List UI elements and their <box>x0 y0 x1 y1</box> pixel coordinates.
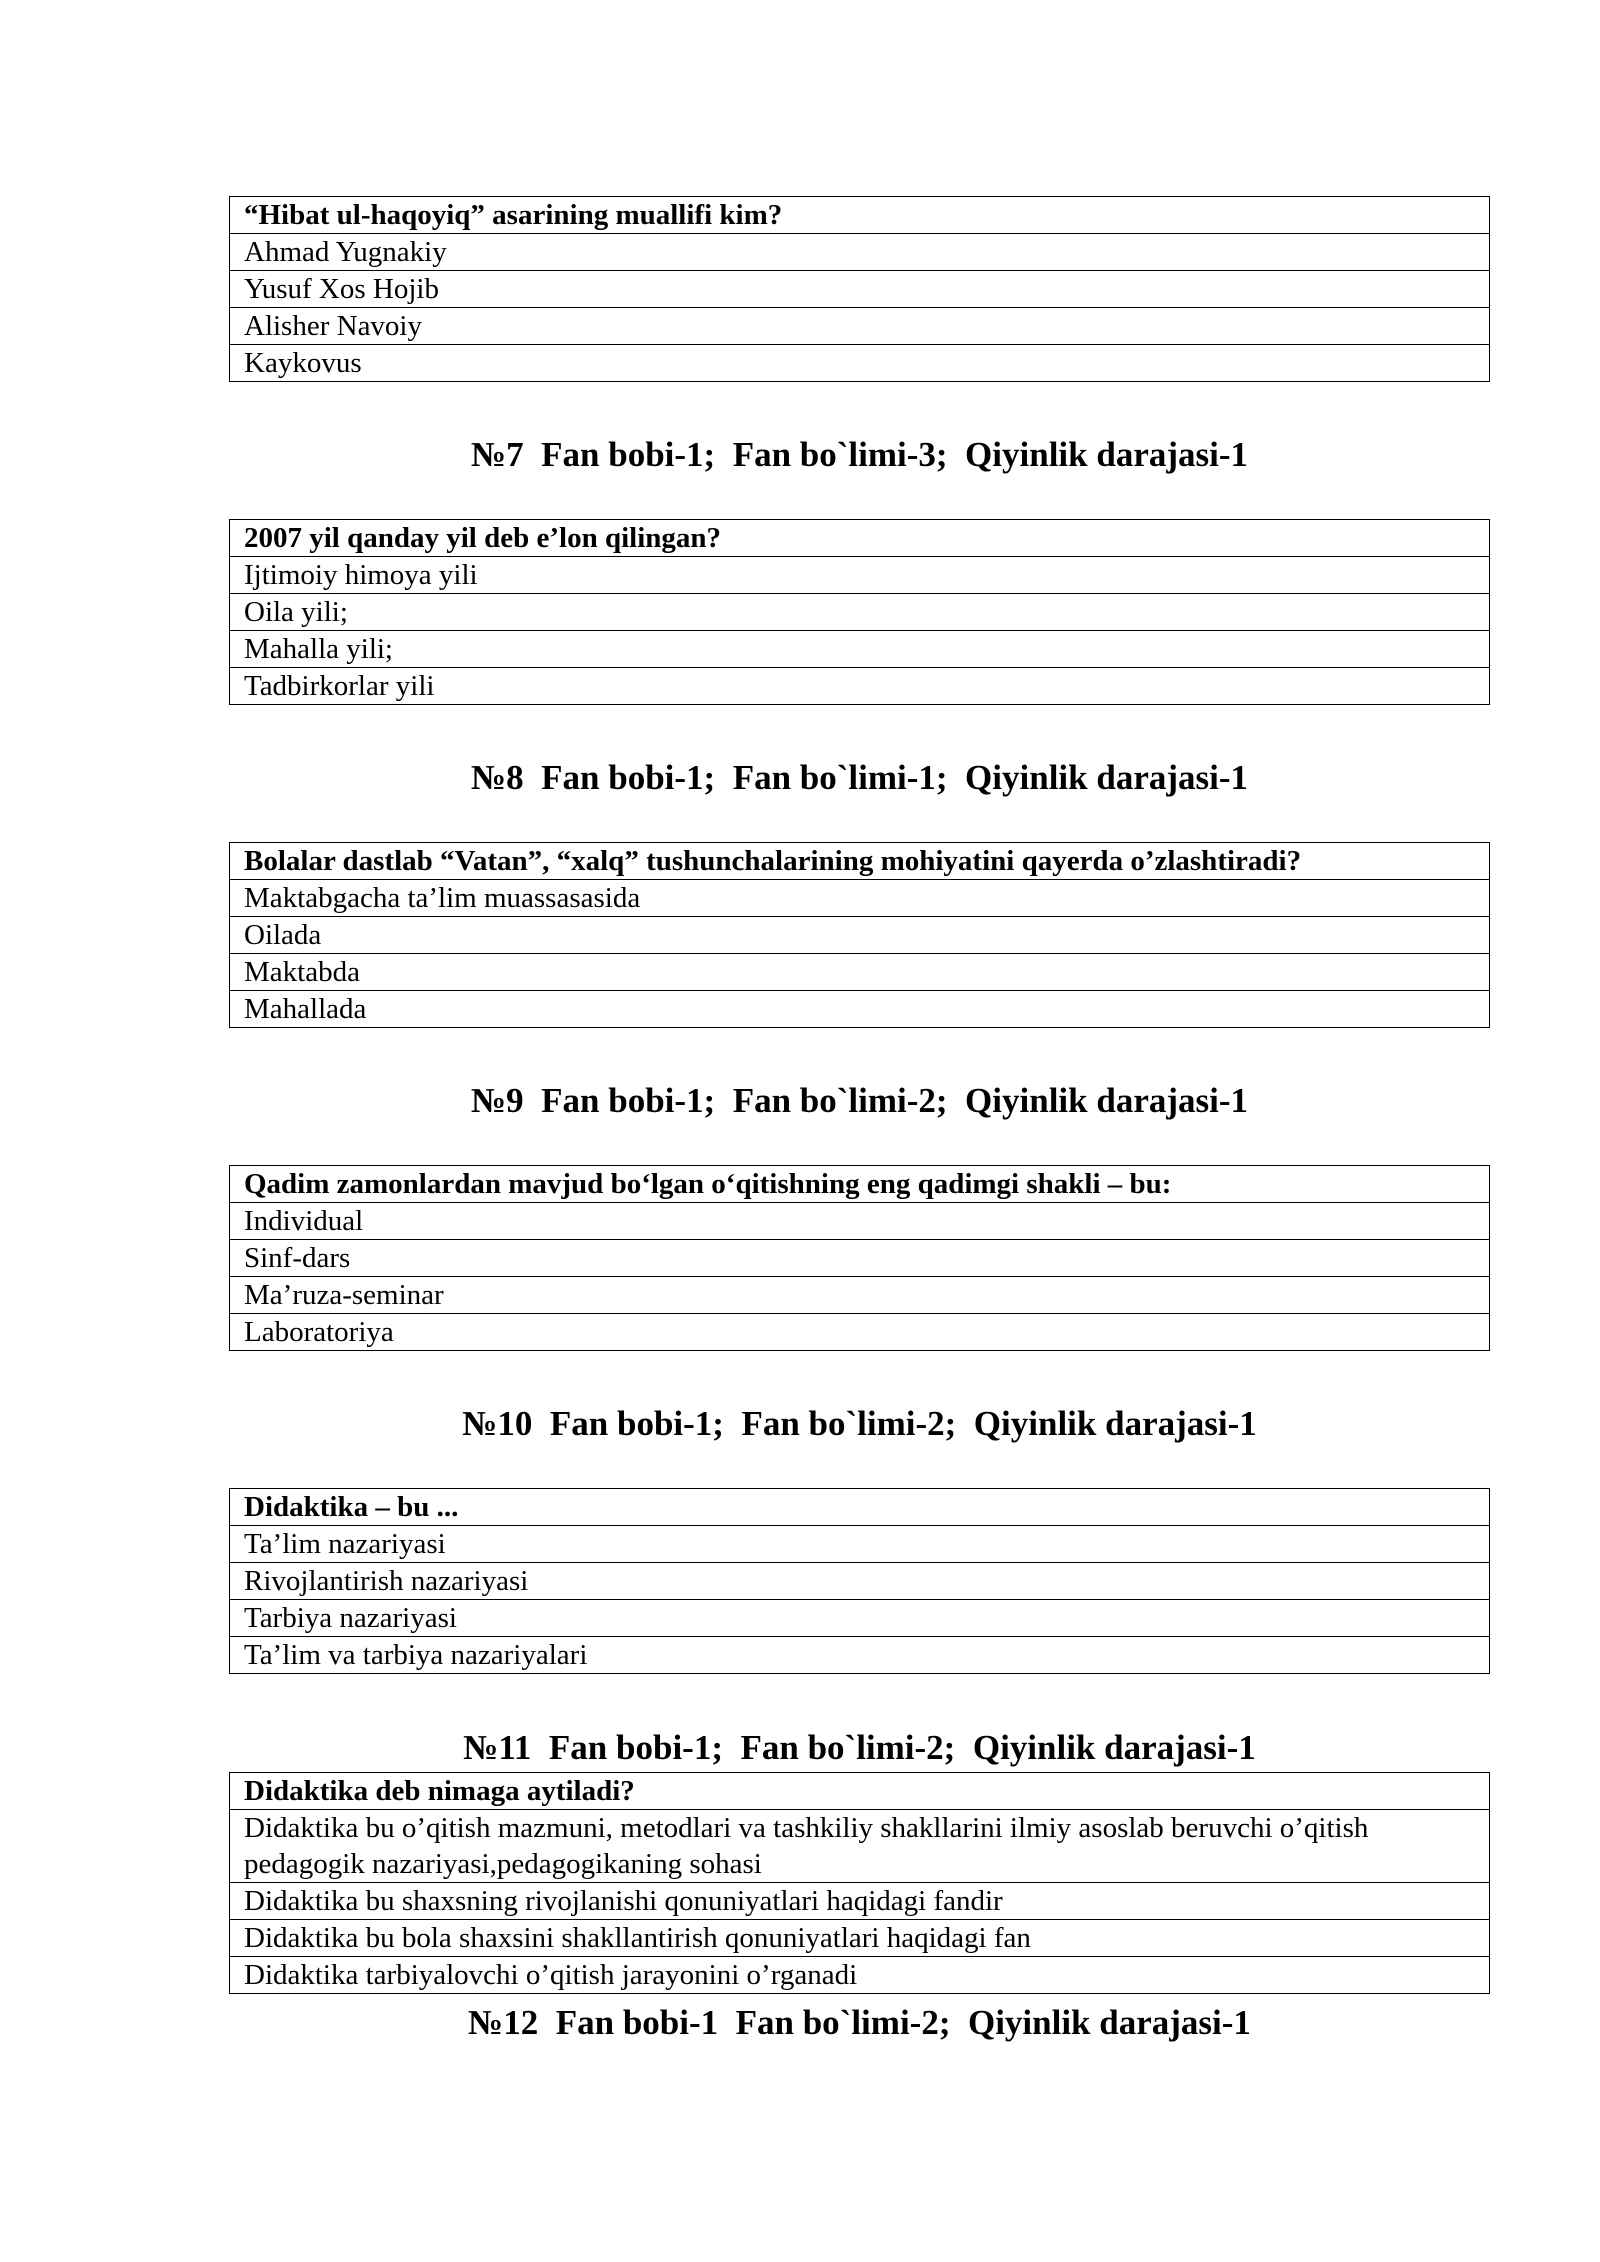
question-table <box>229 1488 1490 1674</box>
answer-option: Ahmad Yugnakiy <box>230 234 1490 271</box>
question-text: Bolalar dastlab “Vatan”, “xalq” tushunchalarining mohiyatini qayerda o’zlashtiradi? <box>230 843 1490 880</box>
answer-option: Sinf-dars <box>230 1240 1490 1277</box>
answer-option: Didaktika tarbiyalovchi o’qitish jarayonini o’rganadi <box>230 1957 1490 1994</box>
question-text: Didaktika deb nimaga aytiladi? <box>230 1773 1490 1810</box>
question-heading: №9 Fan bobi-1; Fan bo`limi-2; Qiyinlik darajasi-1 <box>470 1081 1249 1120</box>
question-text: “Hibat ul-haqoyiq” asarining muallifi kim? <box>230 197 1490 234</box>
answer-option: Mahalla yili; <box>230 631 1490 668</box>
question-heading: №8 Fan bobi-1; Fan bo`limi-1; Qiyinlik darajasi-1 <box>470 758 1249 797</box>
question-table <box>229 519 1490 705</box>
question-table <box>229 1165 1490 1351</box>
answer-option: Didaktika bu shaxsning rivojlanishi qonuniyatlari haqidagi fandir <box>230 1883 1490 1920</box>
answer-option: Laboratoriya <box>230 1314 1490 1351</box>
answer-option: Ijtimoiy himoya yili <box>230 557 1490 594</box>
answer-option: Rivojlantirish nazariyasi <box>230 1563 1490 1600</box>
question-table <box>229 842 1490 1028</box>
answer-option: Tadbirkorlar yili <box>230 668 1490 705</box>
answer-option: Maktabda <box>230 954 1490 991</box>
answer-option: Maktabgacha ta’lim muassasasida <box>230 880 1490 917</box>
question-heading: №7 Fan bobi-1; Fan bo`limi-3; Qiyinlik darajasi-1 <box>470 435 1249 474</box>
answer-option: Yusuf Xos Hojib <box>230 271 1490 308</box>
answer-option: Ma’ruza-seminar <box>230 1277 1490 1314</box>
question-heading: №10 Fan bobi-1; Fan bo`limi-2; Qiyinlik darajasi-1 <box>462 1404 1257 1443</box>
answer-option: Alisher Navoiy <box>230 308 1490 345</box>
answer-option: Individual <box>230 1203 1490 1240</box>
answer-option: Kaykovus <box>230 345 1490 382</box>
question-heading: №11 Fan bobi-1; Fan bo`limi-2; Qiyinlik darajasi-1 <box>463 1728 1256 1767</box>
answer-option: Didaktika bu bola shaxsini shakllantirish qonuniyatlari haqidagi fan <box>230 1920 1490 1957</box>
answer-option: Oilada <box>230 917 1490 954</box>
answer-option: Ta’lim va tarbiya nazariyalari <box>230 1637 1490 1674</box>
question-heading: №12 Fan bobi-1 Fan bo`limi-2; Qiyinlik darajasi-1 <box>468 2003 1251 2042</box>
question-text: 2007 yil qanday yil deb e’lon qilingan? <box>230 520 1490 557</box>
answer-option: Didaktika bu o’qitish mazmuni, metodlari va tashkiliy shakllarini ilmiy asoslab beruvchi o’qitish pedagogik nazariyasi,pedagogikaning sohasi <box>230 1810 1490 1883</box>
answer-option: Mahallada <box>230 991 1490 1028</box>
question-table <box>229 1772 1490 1994</box>
answer-option: Ta’lim nazariyasi <box>230 1526 1490 1563</box>
answer-option: Tarbiya nazariyasi <box>230 1600 1490 1637</box>
answer-option: Oila yili; <box>230 594 1490 631</box>
question-text: Qadim zamonlardan mavjud bo‘lgan o‘qitishning eng qadimgi shakli – bu: <box>230 1166 1490 1203</box>
question-table <box>229 196 1490 382</box>
question-text: Didaktika – bu ... <box>230 1489 1490 1526</box>
